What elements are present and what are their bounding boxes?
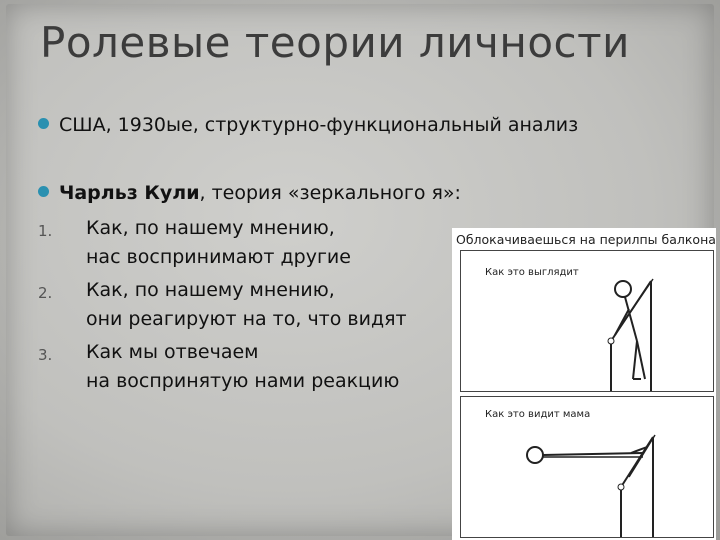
bullet-dot-icon bbox=[38, 118, 49, 129]
standing-figure-icon bbox=[461, 251, 713, 391]
leaning-figure-icon bbox=[461, 397, 713, 537]
list-item-3-line2: на воспринятую нами реакцию bbox=[86, 370, 400, 392]
list-num-2: 2. bbox=[38, 284, 53, 302]
list-item-1 bbox=[86, 214, 351, 272]
list-item-2-line1: Как, по нашему мнению, bbox=[86, 279, 335, 301]
cartoon-image bbox=[452, 228, 716, 540]
list-item-1-line2: нас воспринимают другие bbox=[86, 246, 351, 268]
bullet-2 bbox=[38, 182, 461, 204]
list-item-3-line1: Как мы отвечаем bbox=[86, 341, 259, 363]
cartoon-panel-2 bbox=[460, 396, 714, 538]
bullet-1-text: США, 1930ые, структурно-функциональный анализ bbox=[59, 114, 579, 136]
list-num-3: 3. bbox=[38, 346, 53, 364]
list-item-3 bbox=[86, 338, 399, 396]
list-item-2 bbox=[86, 276, 407, 334]
list-item-1-line1: Как, по нашему мнению, bbox=[86, 217, 335, 239]
cartoon-panel-1 bbox=[460, 250, 714, 392]
bullet-dot-icon bbox=[38, 186, 49, 197]
list-num-1: 1. bbox=[38, 222, 53, 240]
bullet-2-bold: Чарльз Кули bbox=[59, 182, 200, 204]
list-item-2-line2: они реагируют на то, что видят bbox=[86, 308, 407, 330]
bullet-1 bbox=[38, 114, 578, 136]
slide-title: Ролевые теории личности bbox=[40, 18, 630, 67]
cartoon-heading: Облокачиваешься на перилпы балкона bbox=[456, 232, 716, 247]
bullet-2-rest: , теория «зеркального я»: bbox=[199, 182, 461, 204]
panel-1-caption: Как это выглядит bbox=[485, 267, 579, 278]
panel-2-caption: Как это видит мама bbox=[485, 409, 591, 420]
